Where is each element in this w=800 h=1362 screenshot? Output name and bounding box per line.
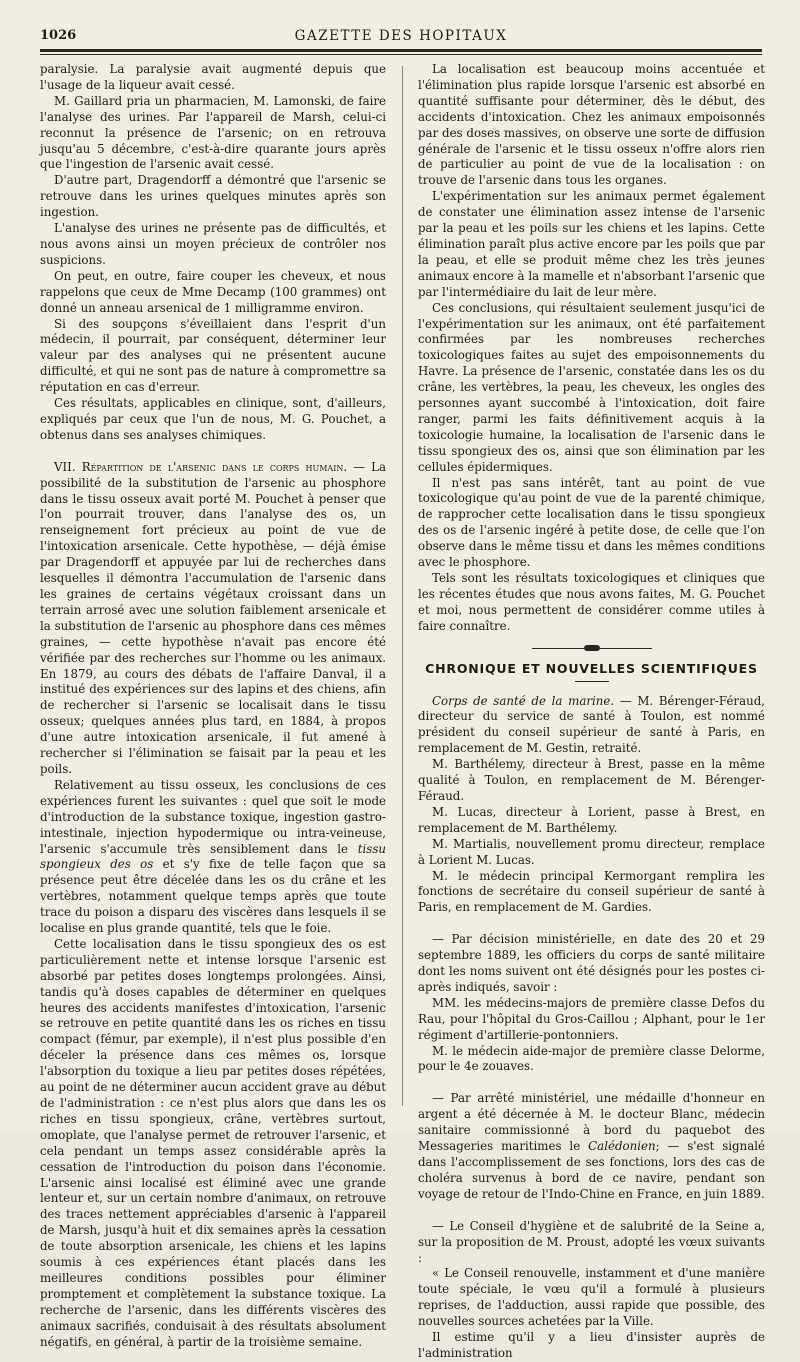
spacer xyxy=(418,1075,765,1091)
paragraph: Il n'est pas sans intérêt, tant au point de vue toxicologique qu'au point de vue de la parenté chimique, de rapprocher cette localisation dans le tissu spongieux des os de l'arsenic ingéré à petite dose, de celle que l'on observe dans le même tissu et dans les mêmes conditions avec le phosphore. xyxy=(418,475,765,570)
news-item: MM. les médecins-majors de première classe Defos du Rau, pour l'hôpital du Gros-Caillou ; Alphant, pour le 1er régiment d'artillerie-pontonniers. xyxy=(418,995,765,1042)
news-item: M. Martialis, nouvellement promu directeur, remplace à Lorient M. Lucas. xyxy=(418,836,765,867)
paragraph-text: et s'y fixe de telle façon que sa présence peut être décelée dans les os du crâne et les vertèbres, notamment quelque temps après que toute trace du poison a disparu des viscères dans lesquels il se localise en plus grande quantité, tels que le foie. xyxy=(40,857,386,936)
section-body: — La possibilité de la substitution de l'arsenic au phosphore dans le tissu osseux avait porté M. Pouchet à penser que l'on pourrait trouver, dans l'analyse des os, un renseignement fort précieux au point de vue de l'intoxication arsenicale. Cette hypothèse, — déjà émise par Dragendorff et appuyée par lui de recherches dans lesquelles il démontra l'accumulation de l'arsenic dans les graines de certains végétaux croissant dans un terrain arrosé avec une solution faiblement arsenicale et la substitution de l'arsenic au phosphore dans ces mêmes graines, — cette hypothèse n'avait pas encore été vérifiée par des recherches sur l'homme ou les animaux. En 1879, au cours des débats de l'affaire Danval, il a institué des expériences sur des lapins et des chiens, afin de rechercher si l'arsenic se localisait dans le tissu osseux; quelques années plus tard, en 1884, à propos d'une autre intoxication arsenicale, il fut amené à rechercher si l'élimination se faisait par la peau et les poils. xyxy=(40,459,387,776)
section-number: VII. xyxy=(54,459,76,474)
news-item xyxy=(418,1091,765,1202)
page-number: 1026 xyxy=(40,28,77,43)
item-text: — Par arrêté ministériel, une médaille d'honneur en argent a été décernée à M. le docteur Blanc, médecin sanitaire commissionné à bord du paquebot des Messageries maritimes le xyxy=(418,1091,765,1154)
right-column xyxy=(418,62,765,1360)
paragraph: M. Gaillard pria un pharmacien, M. Lamonski, de faire l'analyse des urines. Par l'appareil de Marsh, celui-ci reconnut la présence de l'arsenic; on en retrouva jusqu'au 5 décembre, c'est-à-dire quarante jours après que l'ingestion de l'arsenic avait cessé. xyxy=(40,93,386,172)
paragraph: L'analyse des urines ne présente pas de difficultés, et nous avons ainsi un moyen précieux de contrôler nos suspicions. xyxy=(40,221,386,267)
paragraph: La localisation est beaucoup moins accentuée et l'élimination plus rapide lorsque l'arsenic est absorbé en quantité suffisante pour déterminer, dès le début, des accidents d'intoxication. Chez les animaux empoisonnés par des doses massives, on observe une sorte de diffusion générale de l'arsenic et le tissu osseux n'offre alors rien de particulier au point de vue de la localisation : on trouve de l'arsenic dans tous les organes. xyxy=(418,62,765,188)
news-item xyxy=(418,694,765,758)
paragraph: Ces résultats, applicables en clinique, sont, d'ailleurs, expliqués par ceux que l'un de nous, M. G. Pouchet, a obtenus dans ses analyses chimiques. xyxy=(40,396,386,442)
item-text: — M. Bérenger-Féraud, directeur du service de santé à Toulon, est nommé président du conseil supérieur de santé à Paris, en remplacement de M. Gestin, retraité. xyxy=(418,693,765,756)
paragraph: On peut, en outre, faire couper les cheveux, et nous rappelons que ceux de Mme Decamp (100 grammes) ont donné un anneau arsenical de 1 milligramme environ. xyxy=(40,268,386,315)
header-rule-thick xyxy=(40,49,762,52)
spacer xyxy=(418,1203,765,1219)
section-title: Répartition de l'arsenic dans le corps humain. xyxy=(81,459,348,474)
paragraph: Si des soupçons s'éveillaient dans l'esprit d'un médecin, il pourrait, par conséquent, déterminer leur valeur par des analyses qui ne présentent aucune difficulté, et qui ne sont pas de nature à compromettre sa réputation en cas d'erreur. xyxy=(40,316,386,395)
paragraph: Cette localisation dans le tissu spongieux des os est particulièrement nette et intense lorsque l'arsenic est absorbé par petites doses longtemps prolongées. Ainsi, tandis qu'à doses capables de déterminer en quelques heures des accidents manifestes d'intoxication, l'arsenic se retrouve en petite quantité dans les os riches en tissu compact (fémur, par exemple), il n'est plus possible d'en déceler la présence dans ces mêmes os, lorsque l'absorption du toxique a lieu par petites doses répétées, au point de ne déterminer aucun accident grave au début de l'administration : ce n'est plus alors que dans les os riches en tissu spongieux, crâne, vertèbres surtout, omoplate, que l'analyse permet de retrouver l'arsenic, et cela pendant un temps assez considérable après la cessation de l'introduction du poison dans l'économie. L'arsenic ainsi localisé est éliminé avec une grande lenteur et, sur un certain nombre d'animaux, on retrouve des traces nettement appréciables d'arsenic à l'appareil de Marsh, jusqu'à huit et dix semaines après la cessation de toute absorption arsenicale, les chiens et les lapins soumis à ces expériences étant placés dans les meilleures conditions possibles pour éliminer promptement et complètement la substance toxique. La recherche de l'arsenic, dans les différents viscères des animaux sacrifiés, conduisait à des résultats absolument négatifs, en général, à partir de la troisième semaine. xyxy=(40,936,386,1349)
spacer xyxy=(418,916,765,932)
ornament-separator xyxy=(532,645,652,653)
paragraph: Tels sont les résultats toxicologiques et cliniques que les récentes études que nous avons faites, M. G. Pouchet et moi, nous permettent de considérer comme utiles à faire connaître. xyxy=(418,571,765,633)
paragraph xyxy=(40,778,386,937)
news-item: M. le médecin principal Kermorgant remplira les fonctions de secrétaire du conseil supérieur de santé à Paris, en remplacement de M. Gardies. xyxy=(418,868,765,915)
paragraph-text: Relativement au tissu osseux, les conclusions de ces expériences furent les suivantes : quel que soit le mode d'introduction de la substance toxique, ingestion gastro-intestinale, injection hypodermique ou intra-veineuse, l'arsenic s'accumule très sensiblement dans le xyxy=(40,777,386,856)
header-rule-thin xyxy=(40,54,762,55)
item-title: Corps de santé de la marine. xyxy=(432,693,615,708)
chronique-heading: CHRONIQUE ET NOUVELLES SCIENTIFIQUES xyxy=(425,660,758,676)
running-title: GAZETTE DES HOPITAUX xyxy=(294,28,508,44)
news-item: « Le Conseil renouvelle, instamment et d'une manière toute spéciale, le vœu qu'il a formulé à plusieurs reprises, de l'adduction, aussi rapide que possible, des nouvelles sources achetées par la Ville. xyxy=(418,1266,765,1329)
left-column xyxy=(40,62,387,1349)
news-item: — Par décision ministérielle, en date des 20 et 29 septembre 1889, les officiers du corps de santé militaire dont les noms suivent ont été désignés pour les postes ci-après indiqués, savoir : xyxy=(418,932,765,994)
news-item: M. Lucas, directeur à Lorient, passe à Brest, en remplacement de M. Barthélemy. xyxy=(418,804,765,835)
page-header xyxy=(40,26,762,46)
ornament-dot xyxy=(584,645,600,651)
spacer xyxy=(40,444,386,460)
news-item: M. Barthélemy, directeur à Brest, passe en la même qualité à Toulon, en remplacement de M. Bérenger-Féraud. xyxy=(418,757,765,803)
news-item: Il estime qu'il y a lieu d'insister auprès de l'administration xyxy=(418,1330,765,1360)
heading-underline xyxy=(575,681,609,682)
paragraph: D'autre part, Dragendorff a démontré que l'arsenic se retrouve dans les urines quelques minutes après son ingestion. xyxy=(40,173,386,220)
paragraph: paralysie. La paralysie avait augmenté depuis que l'usage de la liqueur avait cessé. xyxy=(40,62,386,92)
column-divider xyxy=(402,66,403,1106)
italic-term: tissu spongieux des os xyxy=(40,841,386,872)
ship-name: Calédonien xyxy=(588,1139,656,1154)
news-item: M. le médecin aide-major de première classe Delorme, pour le 4e zouaves. xyxy=(418,1043,765,1074)
paragraph: Ces conclusions, qui résultaient seulement jusqu'ici de l'expérimentation sur les animaux, ont été parfaitement confirmées par les nombreuses recherches toxicologiques faites au sujet des empoisonnements du Havre. La présence de l'arsenic, constatée dans les os du crâne, les vertèbres, la peau, les cheveux, les ongles des personnes ayant succombé à l'intoxication, doit faire ranger, parmi les faits définitivement acquis à la toxicologie humaine, la localisation de l'arsenic dans le tissu spongieux des os, ainsi que son élimination par les cellules épidermiques. xyxy=(418,300,765,474)
paragraph: L'expérimentation sur les animaux permet également de constater une élimination assez intense de l'arsenic par la peau et les poils sur les chiens et les lapins. Cette élimination paraît plus active encore par les poils que par la peau, et elle se produit même chez les très jeunes animaux encore à la mamelle et n'absorbant l'arsenic que par l'intermédiaire du lait de leur mère. xyxy=(418,189,765,299)
section-paragraph xyxy=(40,460,386,778)
news-item: — Le Conseil d'hygiène et de salubrité de la Seine a, sur la proposition de M. Proust, adopté les vœux suivants : xyxy=(418,1218,765,1265)
item-text: ; — s'est signalé dans l'accomplissement de ses fonctions, lors des cas de choléra survenus à bord de ce navire, pendant son voyage de retour de l'Indo-Chine en France, en juin 1889. xyxy=(418,1139,765,1201)
